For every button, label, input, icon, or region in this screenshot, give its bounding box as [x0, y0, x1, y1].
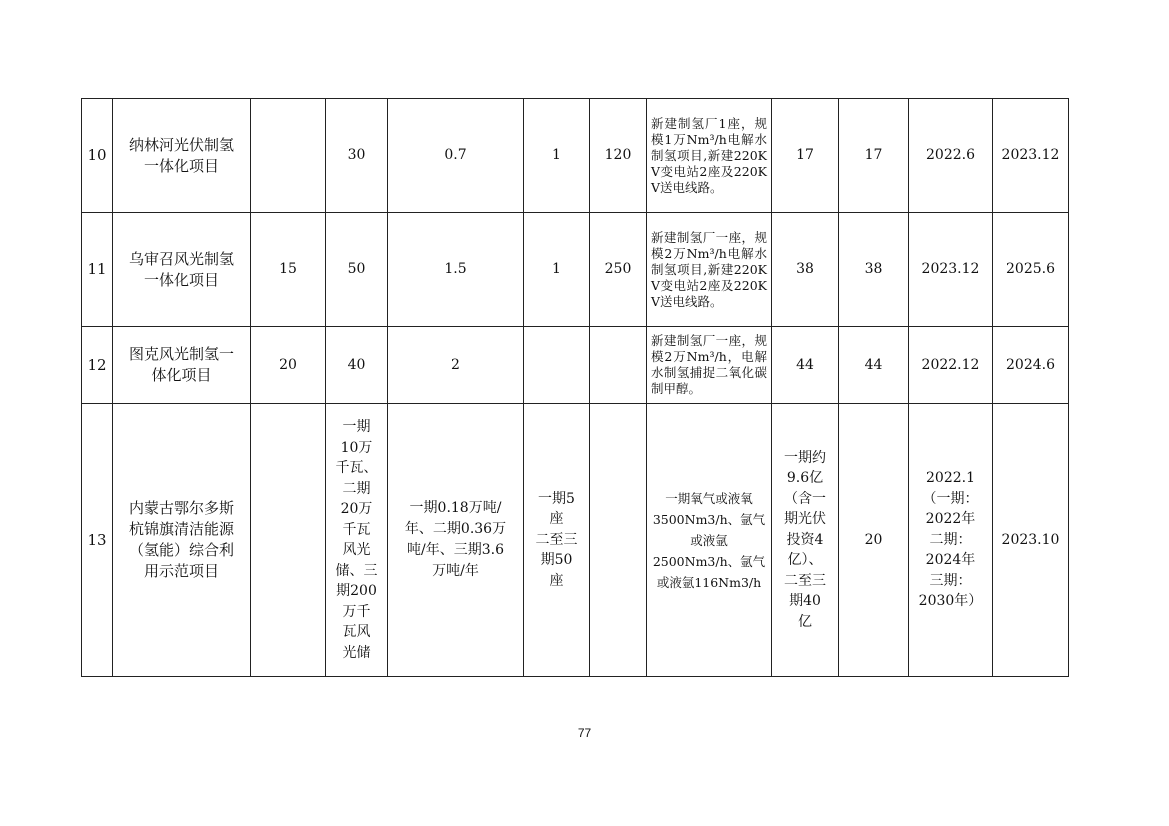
start-date: 2023.12: [909, 213, 993, 327]
table-cell: 2: [388, 327, 524, 404]
row-index: 12: [82, 327, 113, 404]
table-cell: 17: [772, 99, 839, 213]
row-index: 10: [82, 99, 113, 213]
table-cell: 20: [839, 404, 909, 677]
table-cell: 1.5: [388, 213, 524, 327]
table-cell: 38: [839, 213, 909, 327]
end-date: 2025.6: [993, 213, 1069, 327]
table-cell: 15: [251, 213, 326, 327]
start-date: 2022.12: [909, 327, 993, 404]
project-name: 纳林河光伏制氢 一体化项目: [113, 99, 251, 213]
table-cell: 250: [590, 213, 647, 327]
table-row: [82, 327, 1069, 404]
table-cell: 30: [326, 99, 388, 213]
end-date: 2024.6: [993, 327, 1069, 404]
end-date: 2023.12: [993, 99, 1069, 213]
table-cell: 50: [326, 213, 388, 327]
end-date: 2023.10: [993, 404, 1069, 677]
table-cell: 1: [524, 99, 590, 213]
table-cell: 一期约 9.6亿 （含一 期光伏 投资4 亿）、 二至三 期40 亿: [772, 404, 839, 677]
table-cell: 44: [839, 327, 909, 404]
construction-content: 新建制氢厂1座，规模1万Nm³/h电解水制氢项目,新建220KV变电站2座及220KV送电线路。: [647, 99, 772, 213]
table-cell: 44: [772, 327, 839, 404]
project-name: 内蒙古鄂尔多斯 杭锦旗清洁能源 （氢能）综合利 用示范项目: [113, 404, 251, 677]
table-cell: 17: [839, 99, 909, 213]
project-name: 乌审召风光制氢 一体化项目: [113, 213, 251, 327]
table-cell: [590, 327, 647, 404]
table-cell: 一期 10万 千瓦、 二期 20万 千瓦 风光 储、三 期200 万千 瓦风 光储: [326, 404, 388, 677]
table-cell: [251, 404, 326, 677]
construction-content: 新建制氢厂一座，规模2万Nm³/h电解水制氢项目,新建220KV变电站2座及220KV送电线路。: [647, 213, 772, 327]
start-date: 2022.6: [909, 99, 993, 213]
row-index: 13: [82, 404, 113, 677]
table-cell: 40: [326, 327, 388, 404]
table-cell: 20: [251, 327, 326, 404]
table-cell: [590, 404, 647, 677]
table-cell: 一期5 座 二至三 期50 座: [524, 404, 590, 677]
table-cell: 0.7: [388, 99, 524, 213]
table-cell: 38: [772, 213, 839, 327]
table-cell: [251, 99, 326, 213]
table-row: [82, 213, 1069, 327]
table-cell: 120: [590, 99, 647, 213]
table-cell: 一期0.18万吨/ 年、二期0.36万 吨/年、三期3.6 万吨/年: [388, 404, 524, 677]
construction-content: 新建制氢厂一座，规模2万Nm³/h，电解水制氢捕捉二氧化碳制甲醇。: [647, 327, 772, 404]
construction-content: 一期氧气或液氧 3500Nm3/h、氩气 或液氩 2500Nm3/h、氩气 或液氩116Nm3/h: [647, 404, 772, 677]
row-index: 11: [82, 213, 113, 327]
project-table: [81, 98, 1069, 677]
project-name: 图克风光制氢一 体化项目: [113, 327, 251, 404]
page-number: 77: [577, 726, 592, 740]
table-cell: 1: [524, 213, 590, 327]
table-row: [82, 404, 1069, 677]
start-date: 2022.1 （一期： 2022年 二期： 2024年 三期： 2030年）: [909, 404, 993, 677]
table-cell: [524, 327, 590, 404]
table-row: [82, 99, 1069, 213]
